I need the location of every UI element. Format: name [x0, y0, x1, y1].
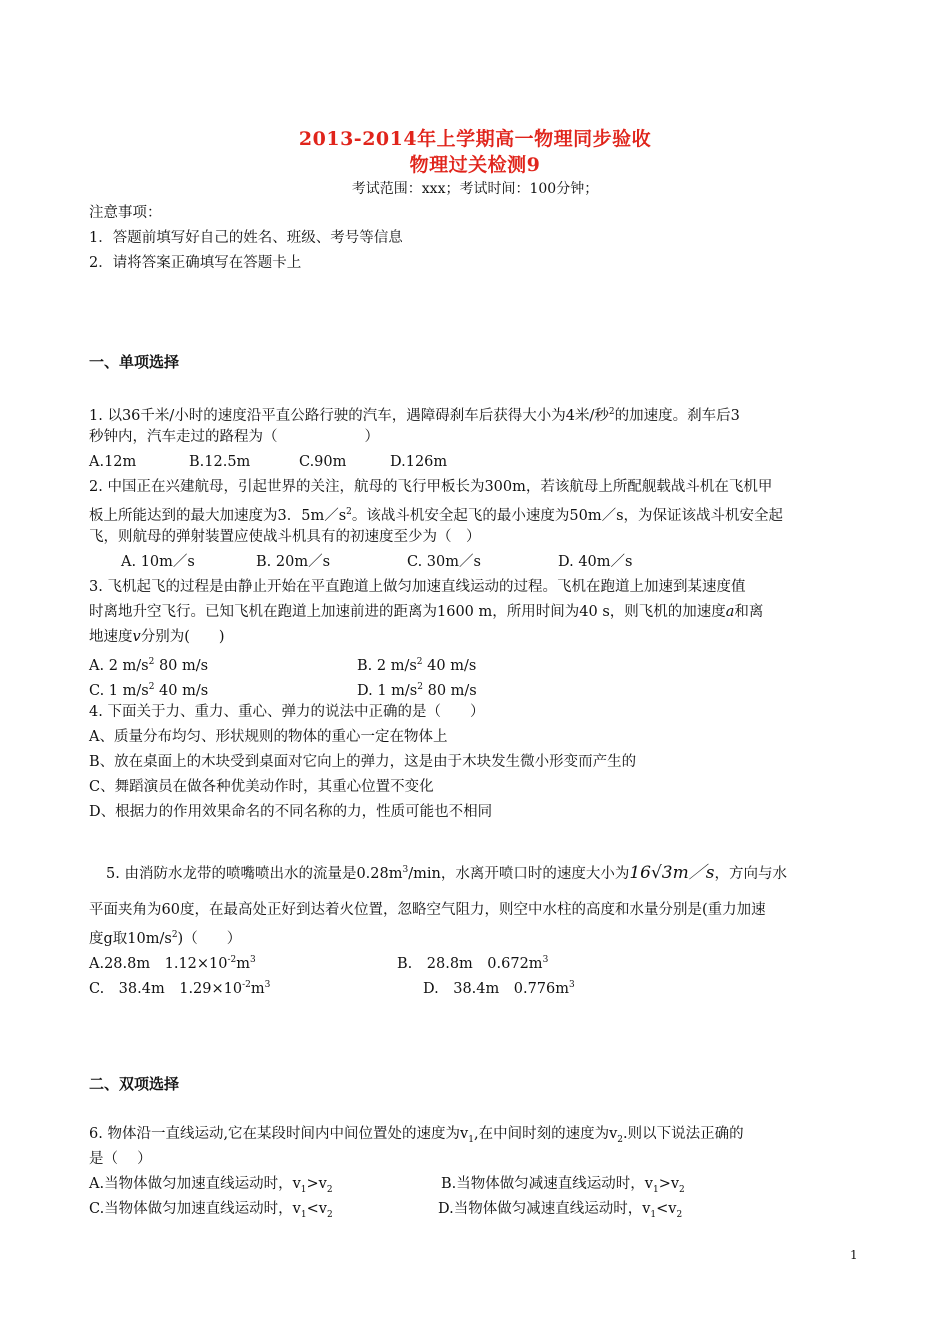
question-6-line: 是（ ）: [89, 1151, 152, 1167]
note-item: 1．答题前填写好自己的姓名、班级、考号等信息: [89, 230, 403, 246]
question-5-line: 度g取$10m/s^2$)（ ）: [89, 930, 242, 947]
question-3-line: 地速度v分别为( ): [89, 629, 225, 645]
option-d: D、根据力的作用效果命名的不同名称的力，性质可能也不相同: [89, 804, 493, 820]
question-2-line: 板上所能达到的最大加速度为3．$5m/s^2$。该战斗机安全起飞的最小速度为50m／s，为保证该战斗机安全起: [89, 507, 784, 524]
option-c: C. 30m／s: [407, 554, 481, 570]
option-a: A.12m: [89, 454, 137, 470]
option-a: A.当物体做匀加速直线运动时，$v_1>v_2$: [89, 1176, 333, 1195]
page-subtitle: 物理过关检测9: [409, 154, 541, 176]
option-c: C. 38.4m $1.29\times 10^{-2}m^3$: [89, 980, 271, 997]
question-4-stem: 4. 下面关于力、重力、重心、弹力的说法中正确的是（ ）: [89, 704, 485, 720]
section-heading: 二、双项选择: [89, 1075, 180, 1093]
velocity-formula: 16√3m／s: [629, 862, 715, 883]
option-d: D.126m: [390, 454, 448, 470]
note-item: 2．请将答案正确填写在答题卡上: [89, 255, 302, 271]
option-a: A、质量分布均匀、形状规则的物体的重心一定在物体上: [89, 729, 448, 745]
option-d: D.当物体做匀减速直线运动时，$v_1<v_2$: [438, 1201, 683, 1220]
question-3-line: 3. 飞机起飞的过程是由静止开始在平直跑道上做匀加速直线运动的过程。飞机在跑道上加速到某速度值: [89, 579, 746, 595]
option-b: B. 20m／s: [256, 554, 331, 570]
option-d: D. 38.4m $0.776m^3$: [423, 980, 575, 997]
question-2-line: 飞，则航母的弹射装置应使战斗机具有的初速度至少为（ ）: [89, 529, 481, 545]
option-b: B. 28.8m $0.672m^3$: [397, 955, 549, 972]
section-heading: 一、单项选择: [89, 353, 180, 371]
option-c: C.当物体做匀加速直线运动时，$v_1<v_2$: [89, 1201, 333, 1220]
option-b: B、放在桌面上的木块受到桌面对它向上的弹力，这是由于木块发生微小形变而产生的: [89, 754, 637, 770]
option-a: A.28.8m $1.12\times 10^{-2}m^3$: [89, 955, 256, 972]
option-a: A. 10m／s: [121, 554, 195, 570]
page-title: 2013-2014年上学期高一物理同步验收: [298, 128, 652, 150]
question-6-line: 6. 物体沿一直线运动,它在某段时间内中间位置处的速度为$v_1$,在中间时刻的速度为$v_2$.则以下说法正确的: [89, 1126, 744, 1145]
exam-meta: 考试范围：xxx；考试时间：100分钟；: [351, 181, 599, 197]
option-b: B.当物体做匀减速直线运动时，$v_1>v_2$: [441, 1176, 685, 1195]
question-2-line: 2. 中国正在兴建航母，引起世界的关注，航母的飞行甲板长为300m，若该航母上所配舰载战斗机在飞机甲: [89, 479, 773, 495]
page-number: 1: [850, 1248, 858, 1262]
option-d: D. 40m／s: [558, 554, 633, 570]
question-1-line: 秒钟内，汽车走过的路程为（ ）: [89, 429, 379, 445]
option-b: B.12.5m: [189, 454, 251, 470]
option-b: B. 2 $m/s^2$ 40 m/s: [357, 657, 477, 674]
option-d: D. 1 $m/s^2$ 80 m/s: [357, 682, 477, 699]
option-c: C、舞蹈演员在做各种优美动作时，其重心位置不变化: [89, 779, 434, 795]
question-3-line: 时离地升空飞行。已知飞机在跑道上加速前进的距离为1600 m，所用时间为40 s，则飞机的加速度a和离: [89, 604, 764, 620]
question-5-line: 平面夹角为60度，在最高处正好到达着火位置，忽略空气阻力，则空中水柱的高度和水量分别是(重力加速: [89, 902, 766, 918]
question-1-line: 1. 以36千米/小时的速度沿平直公路行驶的汽车，遇障碍刹车后获得大小为4米/秒$^2$的加速度。刹车后3: [89, 407, 740, 424]
option-c: C.90m: [299, 454, 347, 470]
notes-heading: 注意事项：: [89, 205, 162, 221]
question-5-line: 5. 由消防水龙带的喷嘴喷出水的流量是$0.28m^3/\min$，水离开喷口时的速度大小为16√3m／s，方向与水: [106, 862, 787, 883]
option-c: C. 1 $m/s^2$ 40 m/s: [89, 682, 209, 699]
option-a: A. 2 $m/s^2$ 80 m/s: [89, 657, 209, 674]
